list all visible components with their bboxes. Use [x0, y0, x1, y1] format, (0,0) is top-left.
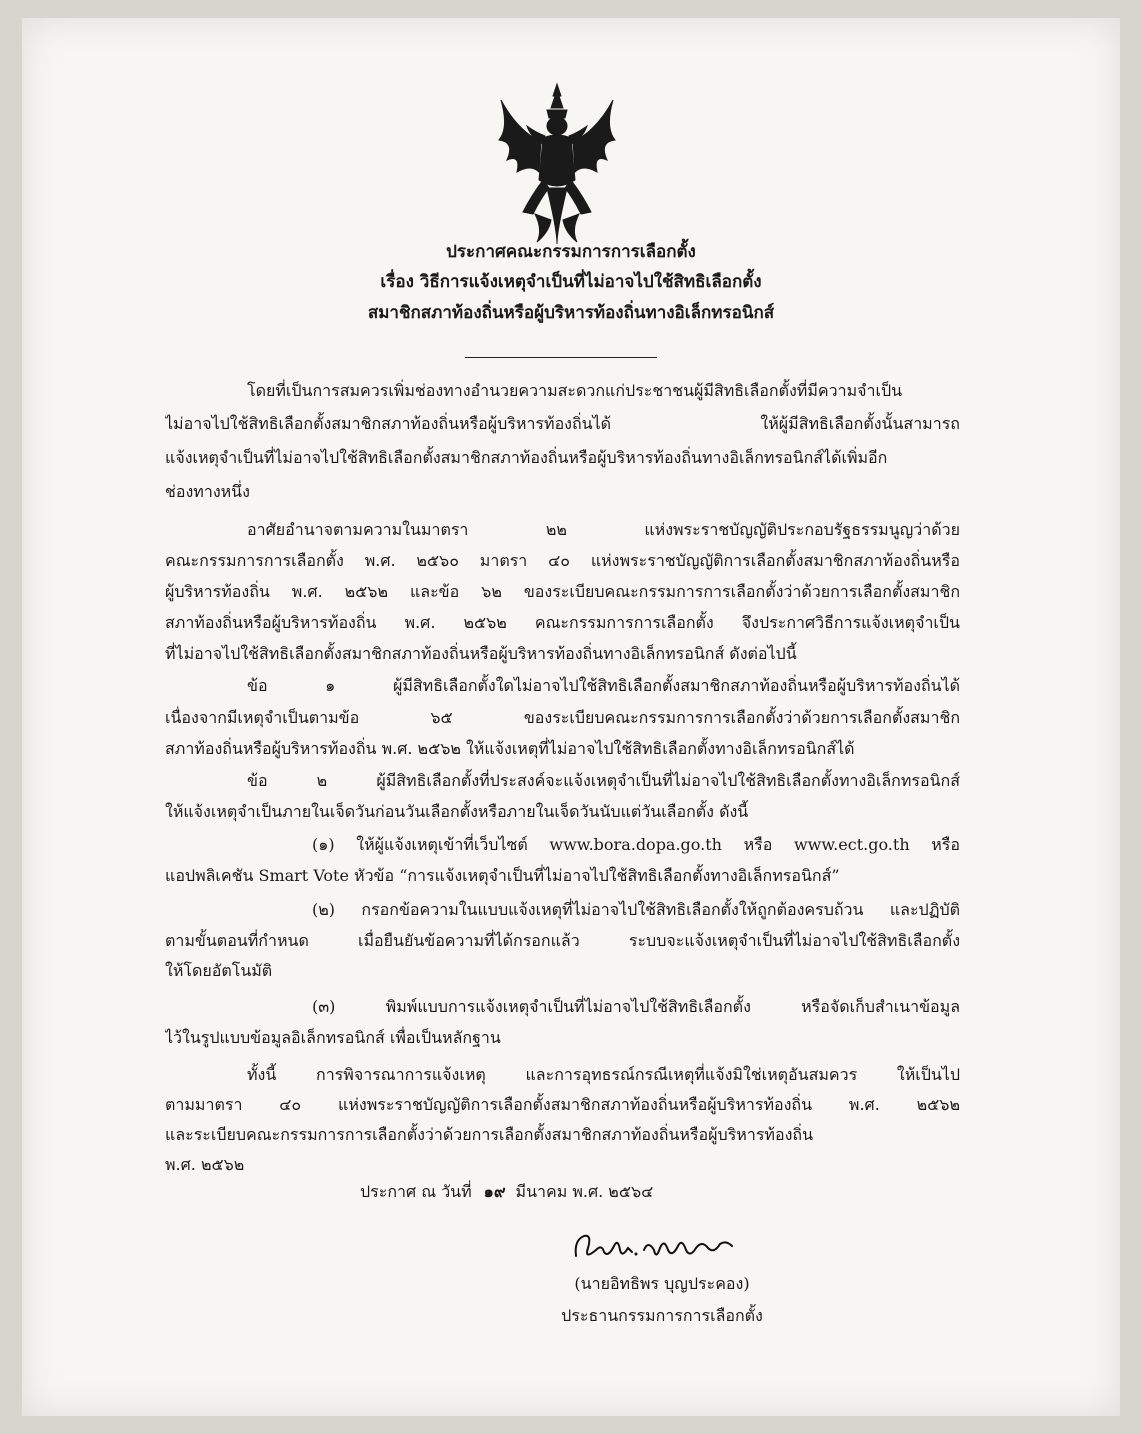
signer-position: ประธานกรรมการการเลือกตั้ง [561, 1306, 763, 1325]
body-line: สภาท้องถิ่นหรือผู้บริหารท้องถิ่น พ.ศ. ๒๕๖๒ ให้แจ้งเหตุที่ไม่อาจไปใช้สิทธิเลือกตั้งทางอิเล็กทรอนิกส์ได้ [165, 739, 855, 758]
body-line: ข้อ ๒ ผู้มีสิทธิเลือกตั้งที่ประสงค์จะแจ้งเหตุจำเป็นที่ไม่อาจไปใช้สิทธิเลือกตั้งทางอิเล็กทรอนิกส์ [247, 771, 960, 790]
body-line: สภาท้องถิ่นหรือผู้บริหารท้องถิ่น พ.ศ. ๒๕๖๒ คณะกรรมการการเลือกตั้ง จึงประกาศวิธีการแจ้งเหตุจำเป็น [165, 613, 960, 632]
announcement-date [360, 1180, 653, 1205]
date-day: ๑๙ [483, 1182, 506, 1201]
body-line: พ.ศ. ๒๕๖๒ [165, 1155, 245, 1174]
document-page [22, 18, 1120, 1416]
body-line: คณะกรรมการการเลือกตั้ง พ.ศ. ๒๕๖๐ มาตรา ๔๐ แห่งพระราชบัญญัติการเลือกตั้งสมาชิกสภาท้องถิ่นหรือ [165, 551, 960, 570]
body-line: ทั้งนี้ การพิจารณาการแจ้งเหตุ และการอุทธรณ์กรณีเหตุที่แจ้งมิใช่เหตุอันสมควร ให้เป็นไป [247, 1065, 960, 1084]
body-line: ไว้ในรูปแบบข้อมูลอิเล็กทรอนิกส์ เพื่อเป็นหลักฐาน [165, 1028, 501, 1047]
announcement-subject-continued: สมาชิกสภาท้องถิ่นหรือผู้บริหารท้องถิ่นทางอิเล็กทรอนิกส์ [367, 303, 775, 323]
body-line: อาศัยอำนาจตามความในมาตรา ๒๒ แห่งพระราชบัญญัติประกอบรัฐธรรมนูญว่าด้วย [247, 520, 960, 539]
body-line: ให้โดยอัตโนมัติ [165, 961, 273, 980]
body-line: ข้อ ๑ ผู้มีสิทธิเลือกตั้งใดไม่อาจไปใช้สิทธิเลือกตั้งสมาชิกสภาท้องถิ่นหรือผู้บริหารท้องถิ่นได้ [247, 676, 960, 695]
body-line: ช่องทางหนึ่ง [165, 482, 250, 501]
date-prefix: ประกาศ ณ วันที่ [360, 1182, 472, 1201]
announcement-subject: เรื่อง วิธีการแจ้งเหตุจำเป็นที่ไม่อาจไปใช้สิทธิเลือกตั้ง [380, 272, 762, 292]
body-line: แอปพลิเคชัน Smart Vote หัวข้อ “การแจ้งเหตุจำเป็นที่ไม่อาจไปใช้สิทธิเลือกตั้งทางอิเล็กทรอนิกส์” [165, 866, 840, 885]
body-line: (๒) กรอกข้อความในแบบแจ้งเหตุที่ไม่อาจไปใช้สิทธิเลือกตั้งให้ถูกต้องครบถ้วน และปฏิบัติ [312, 900, 960, 919]
body-line: ผู้บริหารท้องถิ่น พ.ศ. ๒๕๖๒ และข้อ ๖๒ ของระเบียบคณะกรรมการการเลือกตั้งว่าด้วยการเลือกตั้งสมาชิก [165, 582, 960, 601]
title-divider [465, 357, 657, 358]
body-line: และระเบียบคณะกรรมการการเลือกตั้งว่าด้วยการเลือกตั้งสมาชิกสภาท้องถิ่นหรือผู้บริหารท้องถิ่น [165, 1125, 814, 1144]
body-line: (๑) ให้ผู้แจ้งเหตุเข้าที่เว็บไซต์ www.bora.dopa.go.th หรือ www.ect.go.th หรือ [312, 835, 960, 854]
announcement-title: ประกาศคณะกรรมการการเลือกตั้ง [446, 242, 696, 262]
body-line: ที่ไม่อาจไปใช้สิทธิเลือกตั้งสมาชิกสภาท้องถิ่นหรือผู้บริหารท้องถิ่นทางอิเล็กทรอนิกส์ ดังต่อไปนี้ [165, 644, 797, 663]
body-line: (๓) พิมพ์แบบการแจ้งเหตุจำเป็นที่ไม่อาจไปใช้สิทธิเลือกตั้ง หรือจัดเก็บสำเนาข้อมูล [312, 997, 960, 1016]
body-line: ให้แจ้งเหตุจำเป็นภายในเจ็ดวันก่อนวันเลือกตั้งหรือภายในเจ็ดวันนับแต่วันเลือกตั้ง ดังนี้ [165, 802, 749, 821]
handwritten-signature [570, 1226, 740, 1266]
signer-name: (นายอิทธิพร บุญประคอง) [574, 1274, 750, 1293]
body-line: ตามขั้นตอนที่กำหนด เมื่อยืนยันข้อความที่ได้กรอกแล้ว ระบบจะแจ้งเหตุจำเป็นที่ไม่อาจไปใช้สิทธิเลือกตั้ง [165, 931, 960, 950]
body-line: โดยที่เป็นการสมควรเพิ่มช่องทางอำนวยความสะดวกแก่ประชาชนผู้มีสิทธิเลือกตั้งที่มีความจำเป็น [247, 381, 903, 400]
body-line: เนื่องจากมีเหตุจำเป็นตามข้อ ๖๕ ของระเบียบคณะกรรมการการเลือกตั้งว่าด้วยการเลือกตั้งสมาชิก [165, 708, 960, 727]
garuda-emblem-icon [487, 80, 627, 248]
body-line: แจ้งเหตุจำเป็นที่ไม่อาจไปใช้สิทธิเลือกตั้งสมาชิกสภาท้องถิ่นหรือผู้บริหารท้องถิ่นทางอิเล็กทรอนิกส์ได้เพิ่มอีก [165, 448, 888, 467]
date-month-year: มีนาคม พ.ศ. ๒๕๖๔ [515, 1182, 654, 1201]
body-line: ไม่อาจไปใช้สิทธิเลือกตั้งสมาชิกสภาท้องถิ่นหรือผู้บริหารท้องถิ่นได้ ให้ผู้มีสิทธิเลือกตั้งนั้นสามารถ [165, 414, 960, 433]
body-line: ตามมาตรา ๔๐ แห่งพระราชบัญญัติการเลือกตั้งสมาชิกสภาท้องถิ่นหรือผู้บริหารท้องถิ่น พ.ศ. ๒๕๖๒ [165, 1095, 960, 1114]
